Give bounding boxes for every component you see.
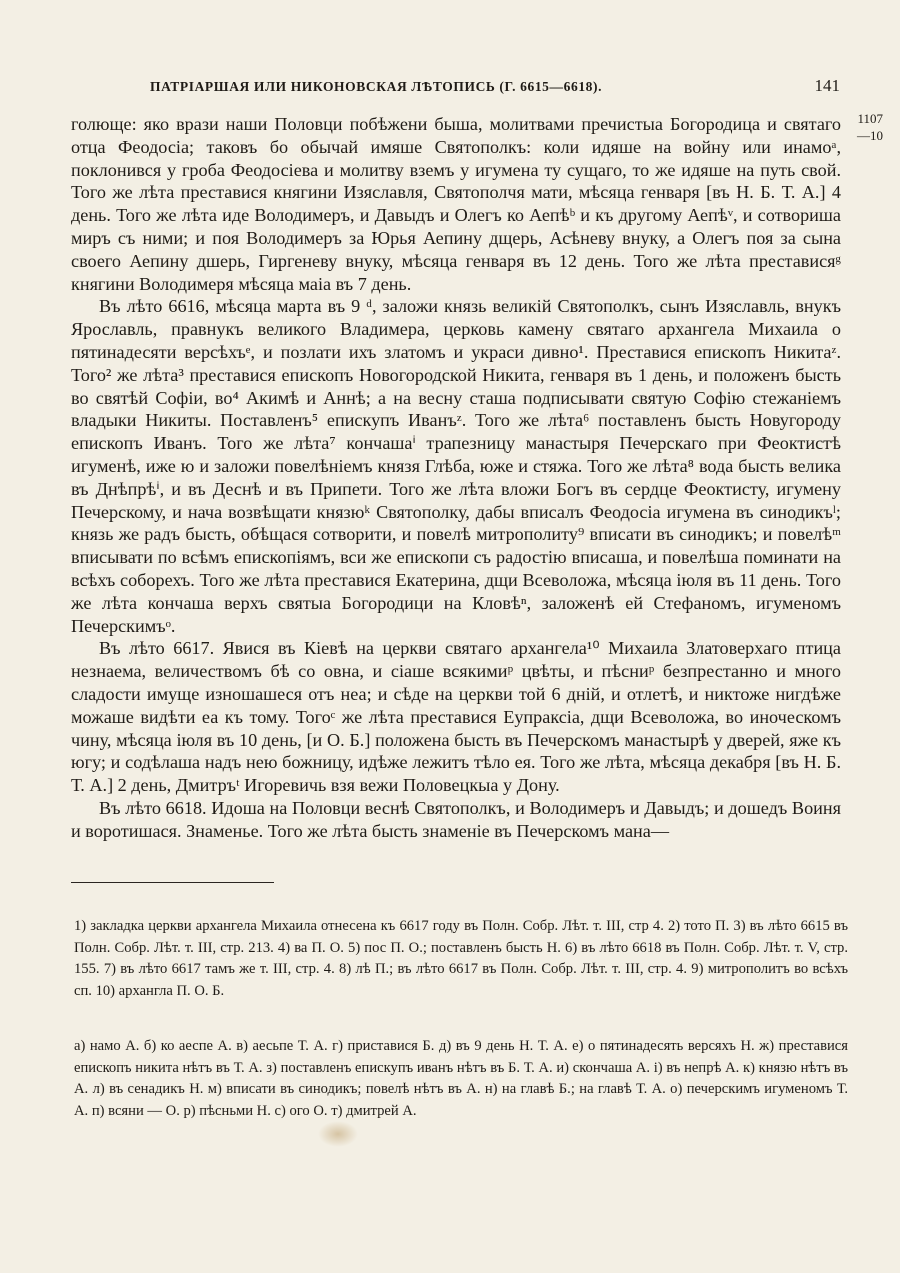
margin-year-top: 1107: [857, 111, 883, 126]
footnote-divider: [71, 882, 274, 883]
page-number: 141: [814, 76, 840, 95]
margin-year-bottom: —10: [857, 128, 883, 143]
lettered-variant-notes: [74, 1036, 848, 1122]
lettered-notes-text: а) намо А. б) ко аеспе А. в) аесьпе Т. А. г) приставися Б. д) въ 9 день Н. Т. А. е) о пятинадесять версяхъ Н. ж) преставися епископъ никита нѣтъ въ Т. А. з) поставленъ епискупъ иванъ нѣтъ въ Б. Т. А. и) скончаша А. і) въ непрѣ А. к) князю нѣтъ въ А. л) въ сенадикъ Н. м) вписати въ синодикъ; повелѣ нѣтъ въ А. н) на главѣ Б.; на главѣ Т. А. о) печерскимъ игуменомъ Т. А. п) всяни — О. р) пѣсньми Н. с) ого О. т) дмитрей А.: [74, 1038, 848, 1119]
paper-stain: [318, 1121, 358, 1147]
paragraph-2: Въ лѣто 6616, мѣсяца марта въ 9 ᵈ, заложи князь великій Святополкъ, сынъ Изяславль, внукъ Ярославль, правнукъ великого Владимера, церковь камену святаго архангела Михаила о пятинадесяти версѣхъᵉ, и позлати ихъ златомъ и украси дивно¹. Преставися епископъ Никитаᶻ. Того² же лѣта³ преставися епископъ Новогородской Никита, генваря въ 1 день, и положенъ бысть во святѣй Софіи, во⁴ Акимѣ и Аннѣ; а на весну сташа подписывати святую Софію стежаніемъ владыки Никиты. Поставленъ⁵ епискупъ Иванъᶻ. Того же лѣта⁶ поставленъ бысть Новугороду епископъ Иванъ. Того же лѣта⁷ кончашаⁱ трапезницу манастыря Печерскаго при Феоктистѣ игуменѣ, иже ю и заложи повелѣніемъ князя Глѣба, юже и стяжа. Того же лѣта⁸ вода бысть велика въ Днѣпрѣⁱ, и въ Деснѣ и въ Припети. Того же лѣта вложи Богъ въ сердце Феоктисту, игумену Печерскому, и нача возвѣщати князюᵏ Святополку, дабы вписалъ Феодосіа игумена въ синодикъˡ; князь же радъ бысть, обѣщася сотворити, и повелѣ митрополиту⁹ вписати въ синодикъ; и повелѣᵐ вписывати по всѣмъ епископіямъ, вси же епископи съ радостію вписаша, и повелѣша поминати на всѣхъ соборехъ. Того же лѣта преставися Екатерина, дщи Всеволожа, мѣсяца іюля въ 11 день. Того же лѣта кончаша верхъ святыа Богородици на Кловѣⁿ, заложенѣ ей Стефаномъ, игуменомъ Печерскимъᵒ.: [71, 296, 841, 636]
running-head: ПАТРІАРШАЯ ИЛИ НИКОНОВСКАЯ ЛѢТОПИСЬ (Г. 6615—6618).: [150, 79, 603, 94]
margin-year-range: [843, 110, 883, 144]
page-header: [150, 76, 840, 102]
paragraph-4: Въ лѣто 6618. Идоша на Половци веснѣ Святополкъ, и Володимеръ и Давыдъ; и дошедъ Воиня и воротишася. Знаменье. Того же лѣта бысть знаменіе въ Печерскомъ мана—: [71, 797, 841, 841]
paragraph-1: голюще: яко врази наши Половци побѣжени быша, молитвами пречистыа Богородица и святаго отца Феодосіа; таковъ бо обычай имяше Святополкъ: коли идяше на войну или инамоᵃ, поклонився у гроба Феодосіева и молитву вземъ у игумена ту сущаго, то же идяше на путь свой. Того же лѣта преставися княгини Изяславля, Святополчя мати, мѣсяца генваря [въ Н. Б. Т. А.] 4 день. Того же лѣта иде Володимеръ, и Давыдъ и Олегъ ко Аепѣᵇ и къ другому Аепѣᵛ, и сотвориша миръ съ ними; и поя Володимеръ за Юрья Аепину дщерь, Асѣневу внуку, а Олегъ поя за сына своего Аепину дшерь, Гиргеневу внуку, мѣсяца генваря въ 12 день. Того же лѣта престависяᵍ княгини Володимеря мѣсяца маіа въ 7 день.: [71, 114, 841, 294]
paragraph-3: Въ лѣто 6617. Явися въ Кіевѣ на церкви святаго архангела¹⁰ Михаила Златоверхаго птица незнаема, величествомъ бѣ со овна, и сіаше всякимиᵖ цвѣты, и пѣсниᵖ безпрестанно и много сладости имуще изношашеся отъ неа; и сѣде на церкви той 6 дній, и отлетѣ, и никтоже нигдѣже можаше видѣти еа къ тому. Тогоᶜ же лѣта преставися Еупраксіа, дщи Всеволожа, во иноческомъ чину, мѣсяца іюля въ 10 день, [и О. Б.] положена бысть въ Печерскомъ манастырѣ у дверей, яже къ югу; и содѣлаша надъ нею божницу, идѣже лежитъ тѣло ея. Того же лѣта, мѣсяца декабря [въ Н. Б. Т. А.] 2 день, Дмитръᵗ Игоревичь взя вежи Половецкыа у Дону.: [71, 638, 841, 796]
numbered-footnotes-text: 1) закладка церкви архангела Михаила отнесена къ 6617 году въ Полн. Собр. Лѣт. т. III, стр 4. 2) тото П. 3) въ лѣто 6615 въ Полн. Собр. Лѣт. т. III, стр. 213. 4) ва П. О. 5) пос П. О.; поставленъ бысть Н. 6) въ лѣто 6618 въ Полн. Собр. Лѣт. т. V, стр. 155. 7) въ лѣто 6617 тамъ же т. III, стр. 4. 8) лѣ П.; въ лѣто 6617 въ Полн. Собр. Лѣт. т. III, стр. 4. 9) митрополитъ во всѣхъ сп. 10) архангла П. О. Б.: [74, 918, 848, 999]
numbered-footnotes: [74, 916, 848, 1002]
main-text: [71, 113, 841, 843]
